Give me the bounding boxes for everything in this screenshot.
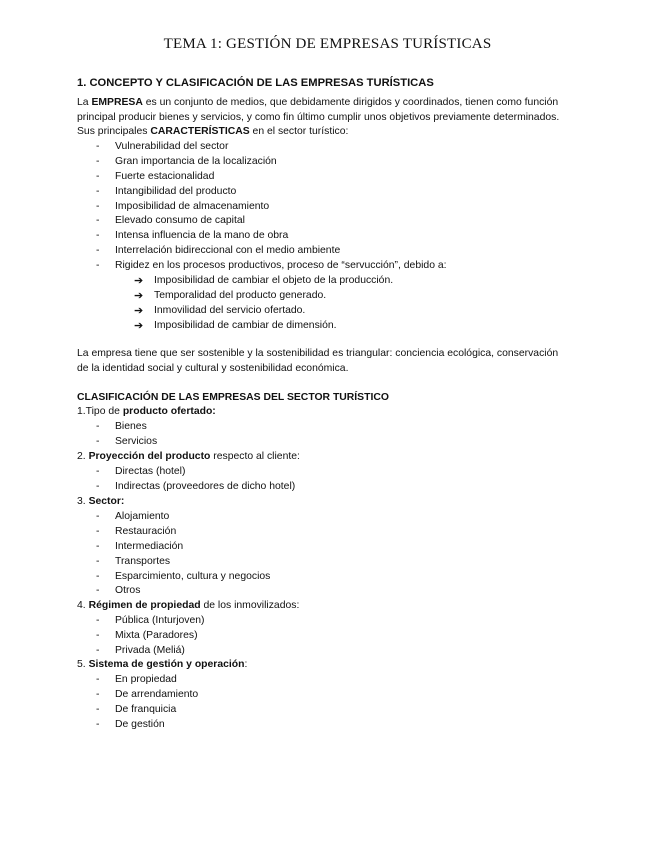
- dash-bullet: -: [96, 629, 100, 641]
- intro-paragraph: [77, 96, 587, 140]
- list-item-text: Directas (hotel): [115, 466, 186, 477]
- classification-heading: CLASIFICACIÓN DE LAS EMPRESAS DEL SECTOR TURÍSTICO: [77, 392, 389, 403]
- dash-bullet: -: [96, 511, 100, 522]
- page-title: TEMA 1: GESTIÓN DE EMPRESAS TURÍSTICAS: [163, 36, 492, 52]
- dash-bullet: -: [96, 170, 100, 182]
- list-item-text: Intermediación: [115, 540, 184, 552]
- classification-5-number: 5.: [77, 659, 89, 670]
- dash-bullet: -: [96, 555, 100, 567]
- dash-bullet: -: [96, 185, 100, 197]
- list-item-text: De arrendamiento: [115, 688, 199, 700]
- classification-1-number: 1.Tipo de: [77, 406, 123, 417]
- dash-bullet: -: [96, 200, 100, 212]
- dash-bullet: -: [96, 230, 100, 242]
- list-item-text: Bienes: [115, 421, 147, 432]
- classification-1-heading: [77, 405, 216, 420]
- dash-bullet: -: [96, 141, 100, 152]
- list-item-text: Privada (Meliá): [115, 644, 185, 656]
- section-heading-concepto: 1. CONCEPTO Y CLASIFICACIÓN DE LAS EMPRESAS TURÍSTICAS: [77, 77, 434, 89]
- list-item-text: Mixta (Paradores): [115, 629, 198, 641]
- dash-bullet: -: [96, 674, 100, 685]
- classification-3-label: Sector:: [88, 496, 125, 507]
- intro-post: es un conjunto de medios, que debidamente dirigidos y coordinados, tienen como función: [142, 97, 559, 108]
- arrow-bullet-icon: ➔: [134, 289, 144, 302]
- list-item-text: Inmovilidad del servicio ofertado.: [154, 304, 306, 316]
- list-item-text: De franquicia: [115, 703, 177, 715]
- list-item-text: En propiedad: [115, 674, 177, 685]
- classification-4-label: Régimen de propiedad: [88, 600, 201, 611]
- classification-3-heading: [77, 495, 124, 510]
- list-item-text: Rigidez en los procesos productivos, proceso de “servucción”, debido a:: [115, 260, 447, 272]
- classification-2-number: 2.: [77, 451, 89, 462]
- dash-bullet: -: [96, 421, 100, 432]
- dash-bullet: -: [96, 615, 100, 626]
- dash-bullet: -: [96, 540, 100, 552]
- list-item-text: Indirectas (proveedores de dicho hotel): [115, 480, 296, 492]
- chars-post: en el sector turístico:: [249, 126, 349, 138]
- dash-bullet: -: [96, 435, 100, 447]
- classification-5-heading: [77, 658, 247, 673]
- classification-3-number: 3.: [77, 496, 89, 507]
- chars-pre: Sus principales: [77, 126, 151, 138]
- dash-bullet: -: [96, 466, 100, 477]
- classification-2-heading: [77, 450, 300, 465]
- sustainability-paragraph: [77, 347, 587, 376]
- list-item-text: Interrelación bidireccional con el medio ambiente: [115, 245, 341, 257]
- sustainability-line2: de la identidad social y cultural y sostenibilidad económica.: [77, 362, 349, 374]
- dash-bullet: -: [96, 644, 100, 656]
- classification-4-heading: [77, 599, 299, 614]
- list-item-text: Pública (Inturjoven): [115, 615, 205, 626]
- list-item-text: Restauración: [115, 525, 177, 537]
- list-item-text: Gran importancia de la localización: [115, 155, 277, 167]
- intro-bold-empresa: EMPRESA: [91, 97, 143, 108]
- dash-bullet: -: [96, 245, 100, 257]
- arrow-bullet-icon: ➔: [134, 275, 144, 287]
- arrow-bullet-icon: ➔: [134, 319, 144, 332]
- dash-bullet: -: [96, 525, 100, 537]
- dash-bullet: -: [96, 480, 100, 492]
- dash-bullet: -: [96, 260, 100, 272]
- dash-bullet: -: [96, 570, 100, 582]
- dash-bullet: -: [96, 585, 100, 597]
- classification-4-suffix: de los inmovilizados:: [200, 600, 300, 611]
- chars-bold: CARACTERÍSTICAS: [150, 126, 250, 138]
- classification-4-number: 4.: [77, 600, 89, 611]
- dash-bullet: -: [96, 155, 100, 167]
- list-item-text: Vulnerabilidad del sector: [115, 141, 229, 152]
- dash-bullet: -: [96, 688, 100, 700]
- list-item-text: Transportes: [115, 555, 171, 567]
- list-item-text: Alojamiento: [115, 511, 170, 522]
- list-item-text: Esparcimiento, cultura y negocios: [115, 570, 271, 582]
- list-item-text: De gestión: [115, 718, 165, 730]
- classification-2-suffix: respecto al cliente:: [210, 451, 300, 462]
- list-item-text: Imposibilidad de cambiar de dimensión.: [154, 319, 337, 331]
- list-item-text: Servicios: [115, 435, 158, 447]
- arrow-bullet-icon: ➔: [134, 304, 144, 317]
- classification-2-label: Proyección del producto: [88, 451, 211, 462]
- classification-1-label: producto ofertado:: [122, 406, 216, 417]
- intro-pre: La: [77, 97, 92, 108]
- dash-bullet: -: [96, 718, 100, 730]
- classification-5-suffix: :: [244, 659, 248, 670]
- list-item-text: Otros: [115, 585, 141, 597]
- list-item-text: Intensa influencia de la mano de obra: [115, 230, 289, 242]
- list-item-text: Imposibilidad de cambiar el objeto de la producción.: [154, 275, 394, 286]
- intro-line2: principal producir bienes y servicios, y como fin último cumplir unos objetivos previamente determinados.: [77, 111, 560, 123]
- list-item-text: Intangibilidad del producto: [115, 185, 237, 197]
- list-item-text: Fuerte estacionalidad: [115, 170, 215, 182]
- dash-bullet: -: [96, 215, 100, 227]
- list-item-text: Imposibilidad de almacenamiento: [115, 200, 270, 212]
- classification-5-label: Sistema de gestión y operación: [88, 659, 245, 670]
- list-item-text: Elevado consumo de capital: [115, 215, 245, 227]
- dash-bullet: -: [96, 703, 100, 715]
- list-item-text: Temporalidad del producto generado.: [154, 289, 327, 301]
- sustainability-line1: La empresa tiene que ser sostenible y la sostenibilidad es triangular: conciencia ecológica, conservación: [77, 348, 559, 359]
